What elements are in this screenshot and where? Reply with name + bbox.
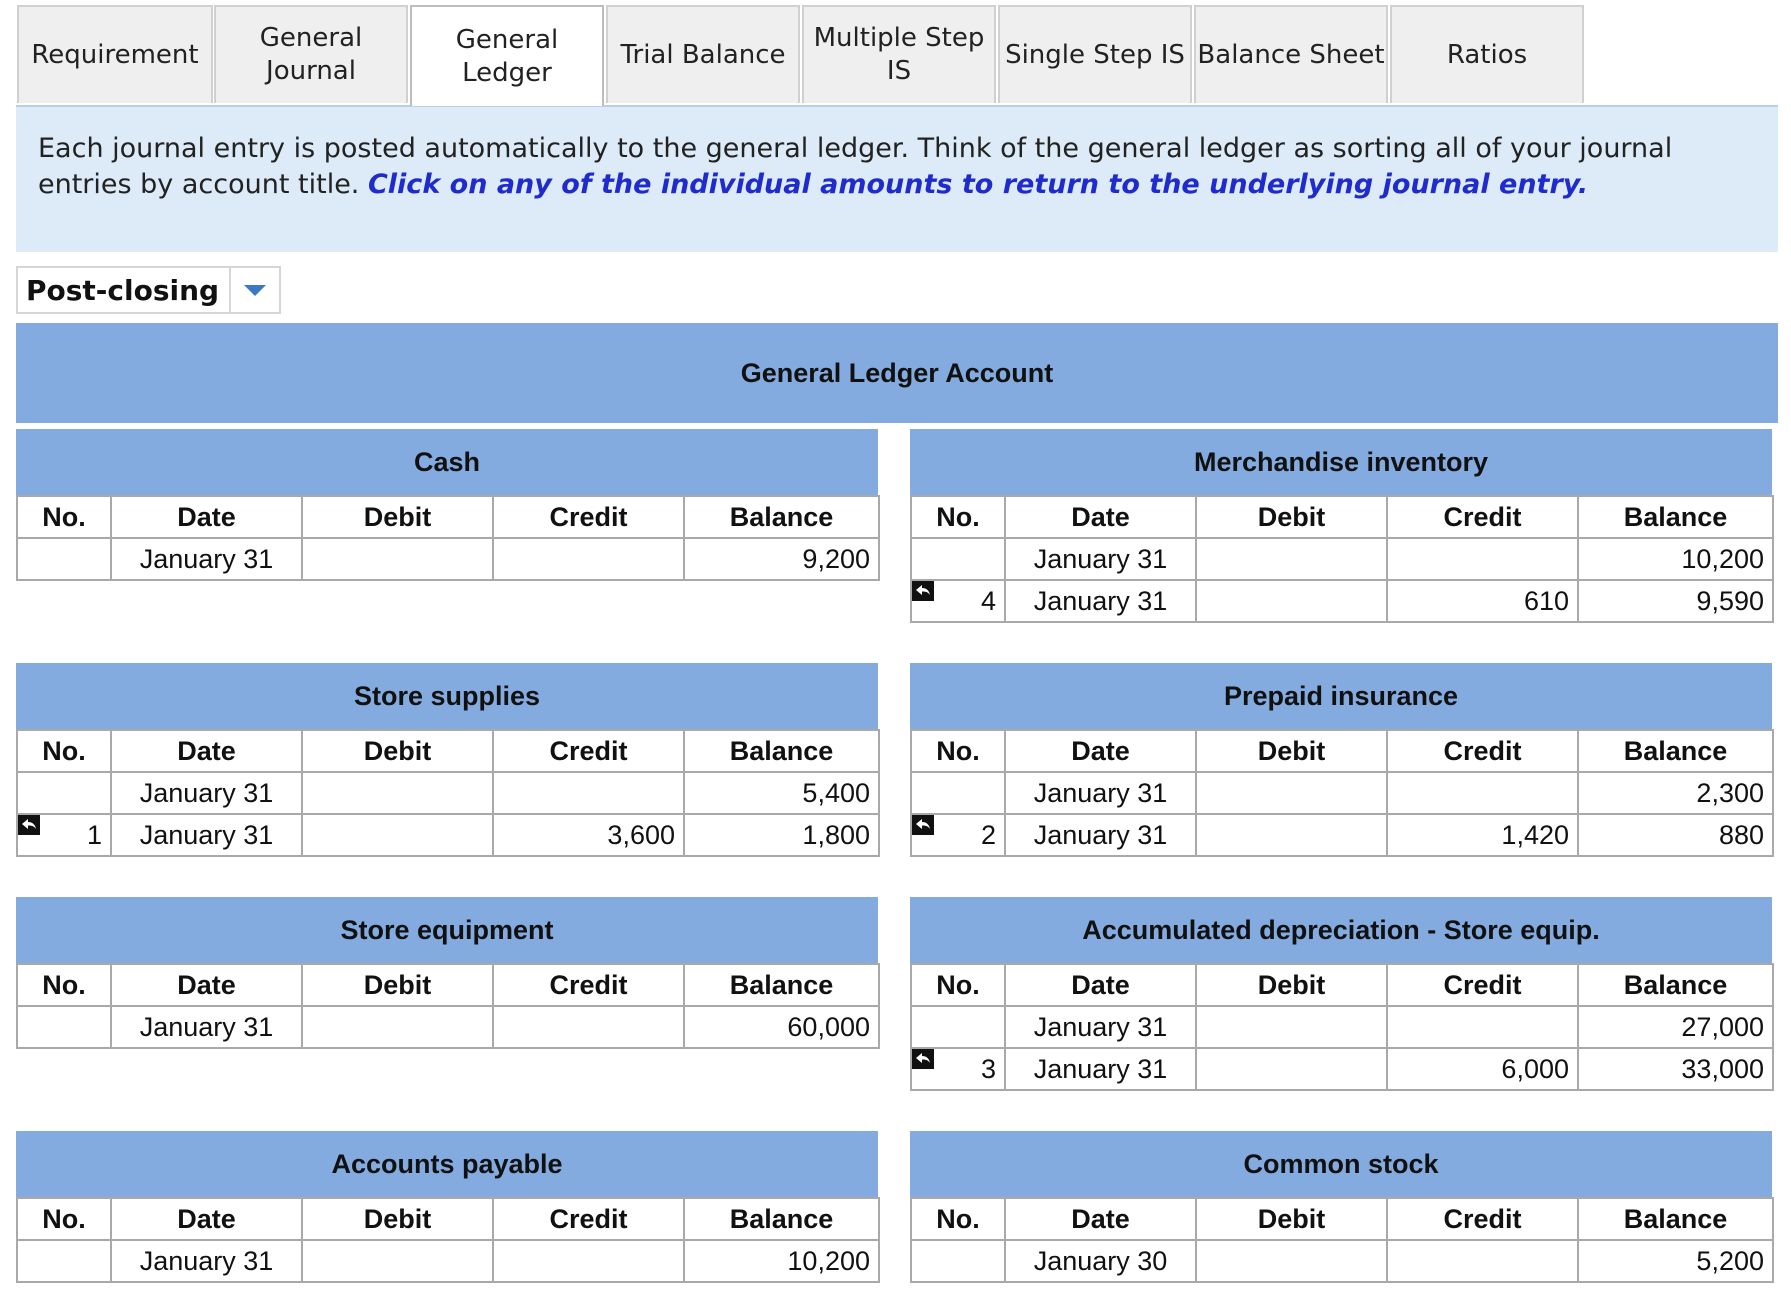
entry-number-value: 2 — [980, 819, 996, 850]
column-header-balance: Balance — [684, 730, 879, 772]
entry-number-value: 4 — [980, 585, 996, 616]
column-header-balance: Balance — [684, 496, 879, 538]
column-header-credit: Credit — [1387, 1198, 1578, 1240]
account-title: Accounts payable — [16, 1131, 878, 1197]
entry-date: January 31 — [1005, 772, 1196, 814]
tab-requirement[interactable]: Requirement — [17, 5, 213, 103]
column-header-no: No. — [911, 1198, 1005, 1240]
debit-cell — [1196, 1006, 1387, 1048]
balance-cell: 33,000 — [1578, 1048, 1773, 1090]
entry-number — [911, 1048, 1005, 1090]
tab-multiple-step-is[interactable]: Multiple Step IS — [802, 5, 996, 103]
table-row — [911, 1006, 1773, 1048]
ledger-table — [910, 729, 1774, 857]
entry-number — [17, 814, 111, 856]
entry-date: January 31 — [111, 1240, 302, 1282]
account-title: Prepaid insurance — [910, 663, 1772, 729]
entry-date: January 31 — [111, 814, 302, 856]
debit-cell — [302, 814, 493, 856]
account-accum — [910, 897, 1772, 1091]
credit-cell — [493, 772, 684, 814]
tab-ratios[interactable]: Ratios — [1390, 5, 1584, 103]
ledger-table — [16, 729, 880, 857]
balance-cell: 10,200 — [684, 1240, 879, 1282]
account-supplies — [16, 663, 878, 857]
entry-number — [911, 1240, 1005, 1282]
debit-cell — [1196, 538, 1387, 580]
entry-number — [17, 772, 111, 814]
column-header-debit: Debit — [1196, 730, 1387, 772]
column-header-credit: Credit — [493, 964, 684, 1006]
table-row — [17, 538, 879, 580]
entry-date: January 31 — [1005, 1006, 1196, 1048]
credit-cell[interactable]: 610 — [1387, 580, 1578, 622]
credit-cell — [493, 538, 684, 580]
entry-number — [17, 538, 111, 580]
column-header-date: Date — [111, 496, 302, 538]
balance-cell: 1,800 — [684, 814, 879, 856]
column-header-debit: Debit — [302, 964, 493, 1006]
entry-date: January 31 — [111, 1006, 302, 1048]
entry-number — [911, 1006, 1005, 1048]
balance-cell: 2,300 — [1578, 772, 1773, 814]
account-merch — [910, 429, 1772, 623]
debit-cell — [302, 772, 493, 814]
column-header-no: No. — [17, 964, 111, 1006]
column-header-debit: Debit — [1196, 1198, 1387, 1240]
entry-date: January 31 — [1005, 580, 1196, 622]
column-header-balance: Balance — [684, 964, 879, 1006]
balance-cell: 60,000 — [684, 1006, 879, 1048]
account-prepaid — [910, 663, 1772, 857]
table-row — [911, 1240, 1773, 1282]
entry-number — [911, 580, 1005, 622]
credit-cell[interactable]: 1,420 — [1387, 814, 1578, 856]
account-title: Common stock — [910, 1131, 1772, 1197]
debit-cell — [1196, 1048, 1387, 1090]
column-header-date: Date — [1005, 730, 1196, 772]
debit-cell — [1196, 772, 1387, 814]
column-header-credit: Credit — [1387, 730, 1578, 772]
return-arrow-icon[interactable] — [18, 815, 40, 835]
entry-number — [911, 772, 1005, 814]
return-arrow-icon[interactable] — [912, 1049, 934, 1069]
column-header-date: Date — [1005, 1198, 1196, 1240]
entry-date: January 31 — [111, 772, 302, 814]
account-title: Store supplies — [16, 663, 878, 729]
entry-date: January 31 — [1005, 538, 1196, 580]
general-ledger-header: General Ledger Account — [16, 323, 1778, 423]
instructions-panel — [16, 105, 1778, 252]
tab-general-journal[interactable]: General Journal — [214, 5, 408, 103]
table-row — [17, 1240, 879, 1282]
credit-cell[interactable]: 3,600 — [493, 814, 684, 856]
balance-cell: 9,200 — [684, 538, 879, 580]
column-header-balance: Balance — [1578, 496, 1773, 538]
credit-cell — [493, 1006, 684, 1048]
account-equipment — [16, 897, 878, 1049]
column-header-debit: Debit — [1196, 496, 1387, 538]
credit-cell — [1387, 538, 1578, 580]
instructions-text: Each journal entry is posted automatically to the general ledger. Think of the general ledger as sorting all of your journal entries by account title. — [38, 133, 1673, 200]
column-header-no: No. — [17, 496, 111, 538]
column-header-balance: Balance — [1578, 964, 1773, 1006]
credit-cell[interactable]: 6,000 — [1387, 1048, 1578, 1090]
tab-single-step-is[interactable]: Single Step IS — [998, 5, 1192, 103]
entry-number — [17, 1240, 111, 1282]
ledger-view-select[interactable] — [16, 266, 281, 314]
column-header-no: No. — [911, 496, 1005, 538]
column-header-credit: Credit — [493, 1198, 684, 1240]
column-header-no: No. — [911, 730, 1005, 772]
debit-cell — [1196, 1240, 1387, 1282]
column-header-balance: Balance — [1578, 730, 1773, 772]
balance-cell: 5,200 — [1578, 1240, 1773, 1282]
account-payable — [16, 1131, 878, 1283]
balance-cell: 10,200 — [1578, 538, 1773, 580]
column-header-credit: Credit — [493, 730, 684, 772]
chevron-down-icon — [244, 285, 266, 296]
balance-cell: 880 — [1578, 814, 1773, 856]
account-title: Cash — [16, 429, 878, 495]
column-header-debit: Debit — [302, 496, 493, 538]
account-cash — [16, 429, 878, 581]
debit-cell — [302, 1240, 493, 1282]
entry-number-value: 1 — [86, 819, 102, 850]
debit-cell — [1196, 814, 1387, 856]
entry-date: January 31 — [1005, 1048, 1196, 1090]
column-header-no: No. — [911, 964, 1005, 1006]
entry-number — [17, 1006, 111, 1048]
instructions-link[interactable]: Click on any of the individual amounts to return to the underlying journal entry. — [367, 169, 1589, 200]
ledger-table — [16, 495, 880, 581]
column-header-credit: Credit — [493, 496, 684, 538]
column-header-debit: Debit — [302, 1198, 493, 1240]
column-header-date: Date — [111, 730, 302, 772]
credit-cell — [1387, 1006, 1578, 1048]
account-title: Accumulated depreciation - Store equip. — [910, 897, 1772, 963]
return-arrow-icon[interactable] — [912, 581, 934, 601]
entry-number — [911, 814, 1005, 856]
column-header-date: Date — [1005, 496, 1196, 538]
entry-number — [911, 538, 1005, 580]
credit-cell — [493, 1240, 684, 1282]
table-row — [17, 814, 879, 856]
debit-cell — [302, 1006, 493, 1048]
table-row — [17, 772, 879, 814]
ledger-view-value: Post-closing — [26, 273, 220, 307]
column-header-credit: Credit — [1387, 964, 1578, 1006]
column-header-debit: Debit — [302, 730, 493, 772]
account-title: Store equipment — [16, 897, 878, 963]
tab-bar — [17, 5, 1779, 105]
table-row — [911, 1048, 1773, 1090]
credit-cell — [1387, 772, 1578, 814]
tab-trial-balance[interactable]: Trial Balance — [606, 5, 800, 103]
credit-cell — [1387, 1240, 1578, 1282]
entry-date: January 30 — [1005, 1240, 1196, 1282]
tab-general-ledger[interactable]: General Ledger — [410, 5, 604, 106]
column-header-balance: Balance — [684, 1198, 879, 1240]
debit-cell — [302, 538, 493, 580]
entry-number-value: 3 — [980, 1053, 996, 1084]
entry-date: January 31 — [111, 538, 302, 580]
table-row — [911, 772, 1773, 814]
balance-cell: 27,000 — [1578, 1006, 1773, 1048]
column-header-credit: Credit — [1387, 496, 1578, 538]
table-row — [911, 814, 1773, 856]
column-header-no: No. — [17, 1198, 111, 1240]
table-row — [911, 538, 1773, 580]
balance-cell: 5,400 — [684, 772, 879, 814]
table-row — [911, 580, 1773, 622]
ledger-table — [16, 1197, 880, 1283]
return-arrow-icon[interactable] — [912, 815, 934, 835]
ledger-table — [910, 1197, 1774, 1283]
column-header-date: Date — [1005, 964, 1196, 1006]
ledger-table — [910, 963, 1774, 1091]
debit-cell — [1196, 580, 1387, 622]
ledger-table — [910, 495, 1774, 623]
column-header-date: Date — [111, 1198, 302, 1240]
account-title: Merchandise inventory — [910, 429, 1772, 495]
column-header-date: Date — [111, 964, 302, 1006]
entry-date: January 31 — [1005, 814, 1196, 856]
tab-balance-sheet[interactable]: Balance Sheet — [1194, 5, 1388, 103]
balance-cell: 9,590 — [1578, 580, 1773, 622]
dropdown-toggle[interactable] — [229, 268, 279, 312]
account-stock — [910, 1131, 1772, 1283]
column-header-balance: Balance — [1578, 1198, 1773, 1240]
column-header-no: No. — [17, 730, 111, 772]
table-row — [17, 1006, 879, 1048]
column-header-debit: Debit — [1196, 964, 1387, 1006]
ledger-table — [16, 963, 880, 1049]
